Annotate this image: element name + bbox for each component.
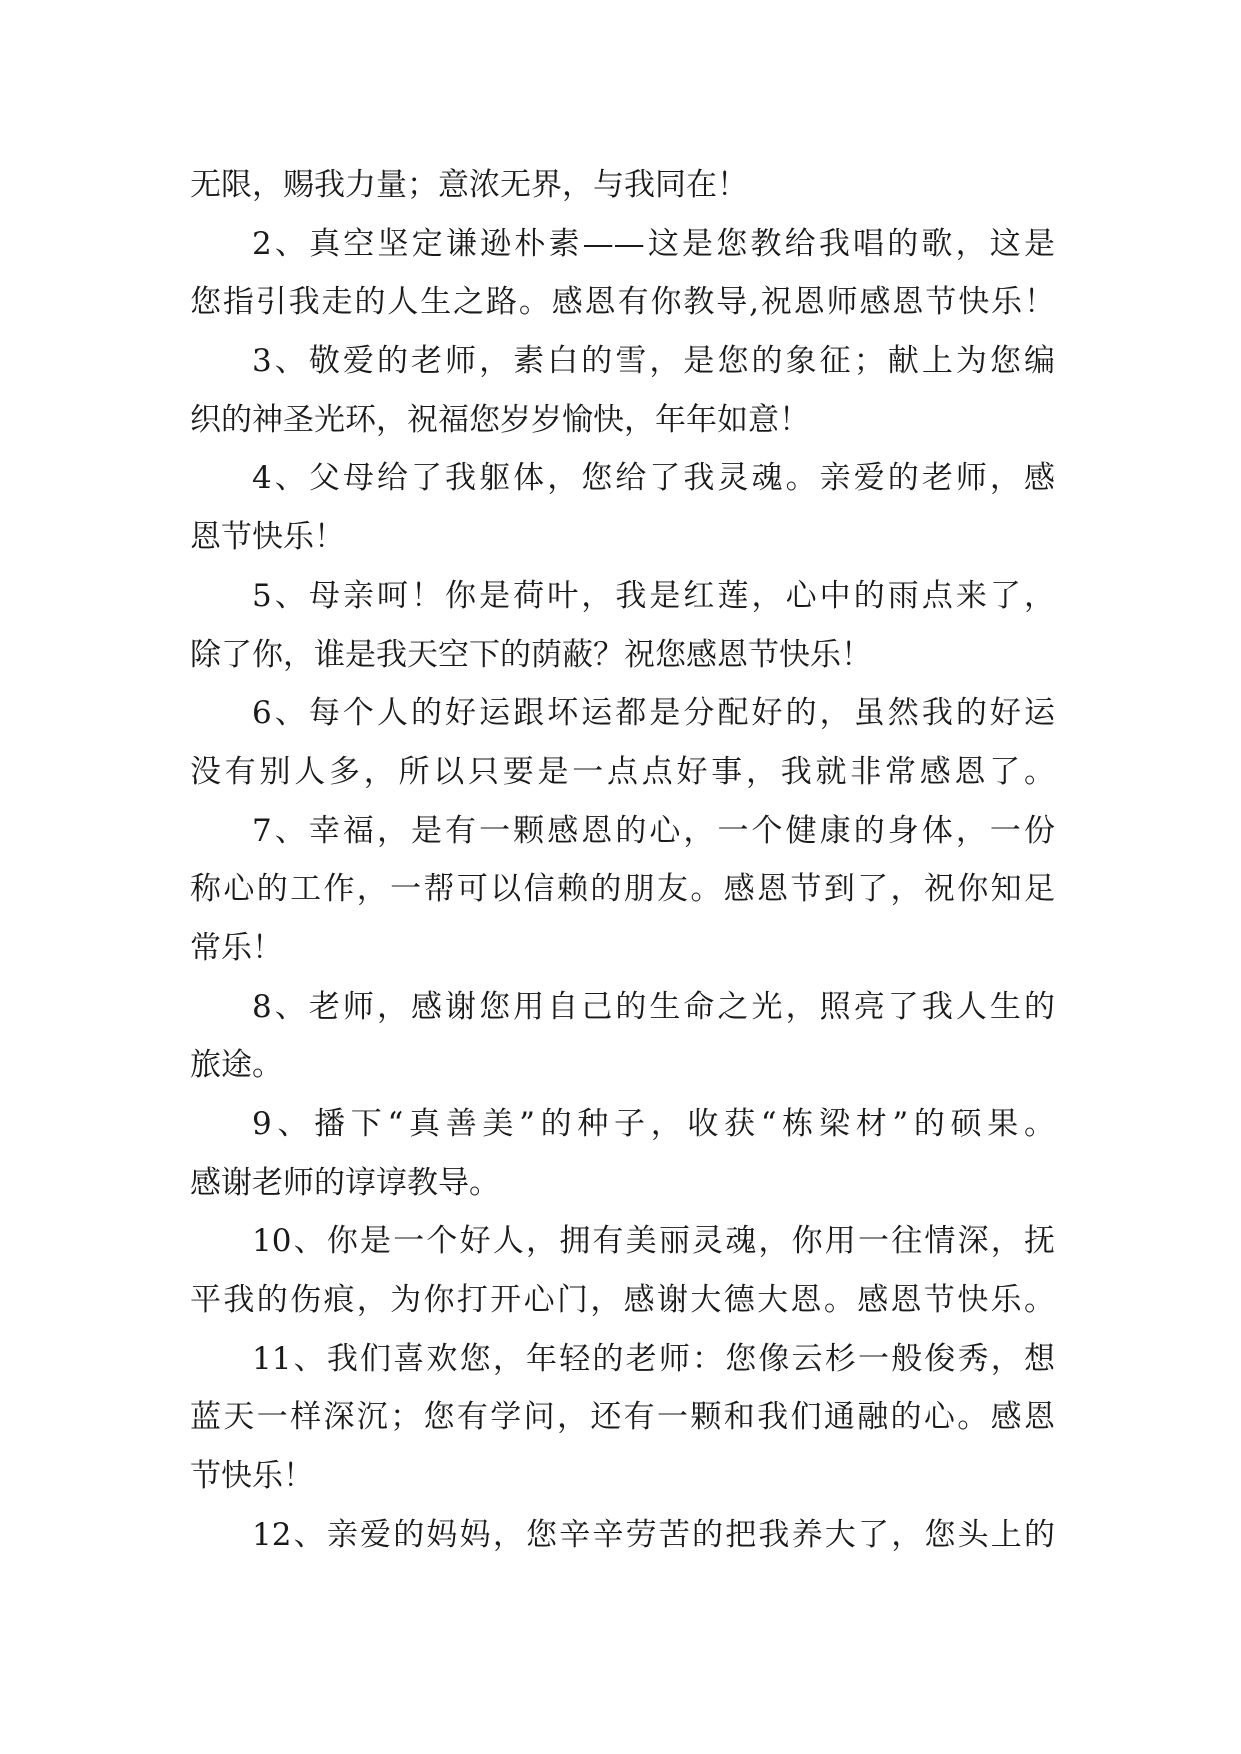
text-line: 无限，赐我力量；意浓无界，与我同在！ [190,167,748,203]
paragraph-3 [190,332,1055,449]
paragraph-2 [190,215,1055,332]
text-line: 节快乐！ [190,1458,314,1495]
paragraph-4 [190,449,1055,566]
text-line: 5、母亲呵！你是荷叶，我是红莲，心中的雨点来了， [252,577,1055,614]
paragraph-continuation [190,156,1055,215]
paragraph-5 [190,567,1055,684]
text-line: 4、父母给了我躯体，您给了我灵魂。亲爱的老师，感 [252,460,1055,497]
text-line: 3、敬爱的老师，素白的雪，是您的象征；献上为您编 [252,343,1055,380]
paragraph-10 [190,1212,1055,1329]
text-line: 8、老师，感谢您用自己的生命之光，照亮了我人生的 [252,988,1055,1025]
text-line: 蓝天一样深沉；您有学问，还有一颗和我们通融的心。感恩 [190,1399,1055,1436]
paragraph-6 [190,684,1055,801]
paragraph-8 [190,978,1055,1095]
text-line: 12、亲爱的妈妈，您辛辛劳苦的把我养大了，您头上的 [252,1516,1055,1553]
text-line: 没有别人多，所以只要是一点点好事，我就非常感恩了。 [190,753,1055,790]
text-line: 恩节快乐！ [190,519,345,556]
paragraph-9 [190,1095,1055,1212]
text-line: 旅途。 [190,1047,283,1084]
text-line: 织的神圣光环，祝福您岁岁愉快，年年如意！ [190,401,810,438]
text-line: 11、我们喜欢您，年轻的老师：您像云杉一般俊秀，想 [252,1340,1055,1377]
text-line: 10、你是一个好人，拥有美丽灵魂，你用一往情深，抚 [252,1223,1055,1260]
paragraph-11 [190,1330,1055,1506]
text-line: 6、每个人的好运跟坏运都是分配好的，虽然我的好运 [252,695,1055,732]
text-line: 感谢老师的谆谆教导。 [190,1164,500,1201]
text-line: 除了你，谁是我天空下的荫蔽？祝您感恩节快乐！ [190,636,872,673]
text-line: 常乐！ [190,929,283,966]
text-line: 9、播下“真善美”的种子，收获“栋梁材”的硕果。 [252,1106,1055,1142]
body-text [190,156,1055,1565]
text-line: 称心的工作，一帮可以信赖的朋友。感恩节到了，祝你知足 [190,871,1055,908]
text-line: 您指引我走的人生之路。感恩有你教导,祝恩师感恩节快乐！ [190,284,1055,321]
text-line: 7、幸福，是有一颗感恩的心，一个健康的身体，一份 [252,812,1055,849]
text-line: 平我的伤痕，为你打开心门，感谢大德大恩。感恩节快乐。 [190,1282,1055,1319]
paragraph-12 [190,1506,1055,1565]
text-line: 2、真空坚定谦逊朴素——这是您教给我唱的歌，这是 [252,225,1055,262]
paragraph-7 [190,802,1055,978]
